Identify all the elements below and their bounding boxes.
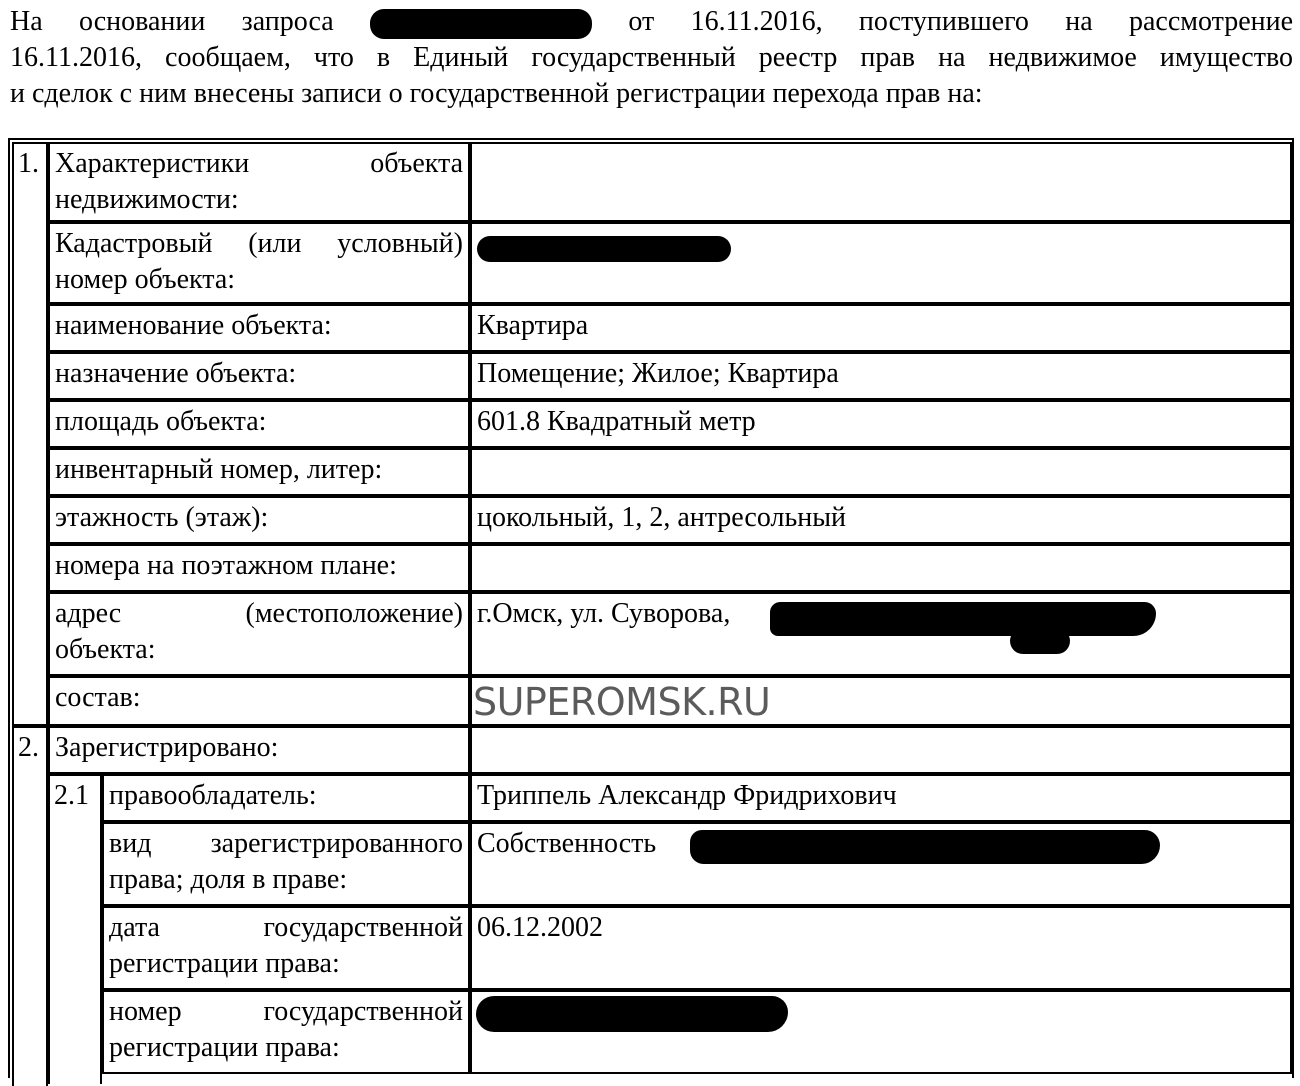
- redaction-mark: [1010, 628, 1070, 654]
- value-registration-date-text: 06.12.2002: [477, 912, 603, 943]
- label-object-name: [48, 304, 470, 352]
- label-object-name-text: наименование объекта:: [55, 310, 332, 341]
- value-address-text: г.Омск, ул. Суворова,: [477, 598, 731, 629]
- intro-text-end: от 16.11.2016, поступившего на рассмотрение: [628, 6, 1294, 37]
- label-composition: [48, 676, 470, 726]
- intro-line-3: и сделок с ним внесены записи о государственной регистрации перехода прав на:: [10, 78, 983, 109]
- value-registration-date: [470, 906, 1292, 990]
- section-1-header-line-2: недвижимости:: [55, 184, 239, 215]
- label-floors-text: этажность (этаж):: [55, 502, 269, 533]
- section-1-header-value: [470, 142, 1292, 222]
- section-1-header-line-1: Характеристики объекта: [55, 148, 463, 179]
- label-object-purpose-text: назначение объекта:: [55, 358, 297, 389]
- label-cadastral-number: [48, 222, 470, 304]
- label-floors: [48, 496, 470, 544]
- label-cadastral-line-2: номер объекта:: [55, 264, 236, 295]
- value-right-holder: [470, 774, 1292, 822]
- intro-line-1: [10, 4, 1293, 40]
- value-object-name-text: Квартира: [477, 310, 589, 341]
- value-object-area-text: 601.8 Квадратный метр: [477, 406, 756, 437]
- intro-text-start: На основании запроса: [10, 6, 334, 37]
- section-2-number: [12, 726, 48, 1086]
- value-cadastral-number: [470, 222, 1292, 304]
- label-registration-number-line-2: регистрации права:: [109, 1032, 340, 1063]
- subsection-2-1-number: [48, 774, 102, 1084]
- redaction-mark: [770, 602, 1156, 636]
- redaction-mark: [477, 236, 731, 262]
- value-inventory-number: [470, 448, 1292, 496]
- value-object-name: [470, 304, 1292, 352]
- value-right-holder-text: Триппель Александр Фридрихович: [477, 780, 897, 811]
- label-registration-date: [102, 906, 470, 990]
- section-2-header-value: [470, 726, 1292, 774]
- watermark: SUPEROMSK.RU: [473, 680, 771, 724]
- label-registration-number-line-1: номер государственной: [109, 996, 463, 1027]
- value-floors: [470, 496, 1292, 544]
- label-right-type-line-2: права; доля в праве:: [109, 864, 348, 895]
- label-address: [48, 592, 470, 676]
- label-object-area: [48, 400, 470, 448]
- value-right-type-text: Собственность: [477, 828, 657, 859]
- label-right-type-line-1: вид зарегистрированного: [109, 828, 463, 859]
- label-floor-plan-numbers-text: номера на поэтажном плане:: [55, 550, 397, 581]
- label-registration-date-line-2: регистрации права:: [109, 948, 340, 979]
- value-object-area: [470, 400, 1292, 448]
- value-object-purpose: [470, 352, 1292, 400]
- label-inventory-number: [48, 448, 470, 496]
- label-object-area-text: площадь объекта:: [55, 406, 267, 437]
- redaction-mark: [690, 830, 1160, 864]
- section-1-number-text: 1.: [18, 148, 39, 179]
- label-right-type: [102, 822, 470, 906]
- label-object-purpose: [48, 352, 470, 400]
- section-1-header: [48, 142, 470, 222]
- label-address-line-2: объекта:: [55, 634, 156, 665]
- label-address-line-1: адрес (местоположение): [55, 598, 463, 629]
- label-cadastral-line-1: Кадастровый (или условный): [55, 228, 463, 259]
- redaction-mark: [370, 9, 592, 39]
- label-right-holder: [102, 774, 470, 822]
- intro-line-2: 16.11.2016, сообщаем, что в Единый государственный реестр прав на недвижимое имущество: [10, 42, 1293, 73]
- section-2-number-text: 2.: [18, 732, 39, 763]
- label-inventory-number-text: инвентарный номер, литер:: [55, 454, 383, 485]
- label-registration-date-line-1: дата государственной: [109, 912, 463, 943]
- label-composition-text: состав:: [55, 682, 141, 713]
- section-2-header: [48, 726, 470, 774]
- label-floor-plan-numbers: [48, 544, 470, 592]
- value-object-purpose-text: Помещение; Жилое; Квартира: [477, 358, 839, 389]
- section-2-header-text: Зарегистрировано:: [55, 732, 279, 763]
- label-right-holder-text: правообладатель:: [109, 780, 317, 811]
- subsection-2-1-number-text: 2.1: [54, 780, 89, 811]
- redaction-mark: [476, 996, 788, 1032]
- section-1-number: [12, 142, 48, 726]
- label-registration-number: [102, 990, 470, 1074]
- value-floors-text: цокольный, 1, 2, антресольный: [477, 502, 847, 533]
- intro-paragraph: [10, 4, 1293, 112]
- value-floor-plan-numbers: [470, 544, 1292, 592]
